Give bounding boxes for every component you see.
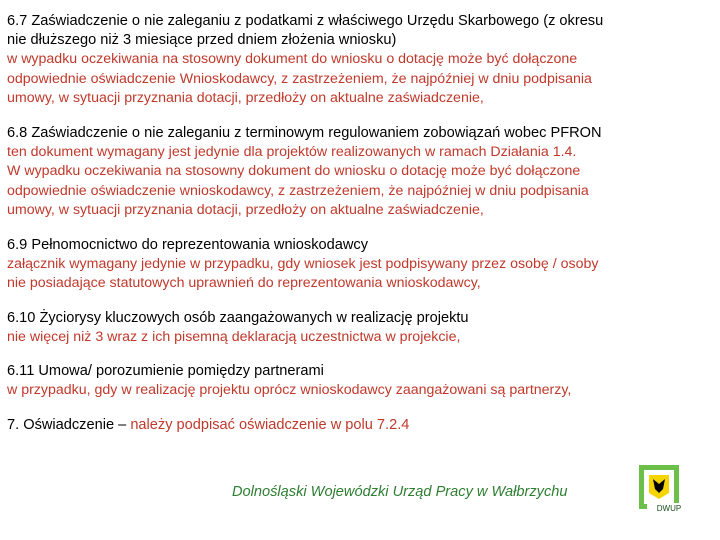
- body-line: załącznik wymagany jedynie w przypadku, gdy wniosek jest podpisywany przez osobę / osoby: [7, 255, 599, 272]
- body-line: nie więcej niż 3 wraz z ich pisemną deklaracją uczestnictwa w projekcie,: [7, 328, 461, 345]
- section-heading: [7, 124, 713, 143]
- heading-line: 6.7 Zaświadczenie o nie zaleganiu z podatkami z właściwego Urzędu Skarbowego (z okresu: [7, 13, 604, 29]
- heading-line: nie dłuższego niż 3 miesiące przed dniem złożenia wniosku): [7, 32, 397, 48]
- section-body: [7, 328, 713, 348]
- section-heading: [7, 362, 713, 381]
- section-7-tail: należy podpisać oświadczenie w polu 7.2.4: [130, 416, 410, 433]
- dwup-logo: [635, 465, 693, 513]
- section-body: [7, 255, 713, 294]
- body-line: W wypadku oczekiwania na stosowny dokument do wniosku o dotację może być dołączone: [7, 163, 581, 179]
- section-7-lead: 7. Oświadczenie –: [7, 416, 131, 433]
- heading-line: 6.9 Pełnomocnictwo do reprezentowania wnioskodawcy: [7, 236, 368, 253]
- heading-line: 6.11 Umowa/ porozumienie pomiędzy partnerami: [7, 363, 324, 379]
- document-page: [7, 12, 713, 450]
- body-line: odpowiednie oświadczenie wnioskodawcy, z zastrzeżeniem, że najpóźniej w dniu podpisania: [7, 182, 589, 199]
- heading-line: 6.10 Życiorysy kluczowych osób zaangażowanych w realizację projektu: [7, 309, 469, 326]
- section-6-10: [7, 309, 713, 348]
- section-body: [7, 143, 713, 221]
- section-heading: [7, 12, 713, 50]
- body-line: ten dokument wymagany jest jedynie dla projektów realizowanych w ramach Działania 1.4.: [7, 143, 577, 160]
- section-6-9: [7, 236, 713, 294]
- body-line: w przypadku, gdy w realizację projektu oprócz wnioskodawcy zaangażowani są partnerzy,: [7, 382, 572, 398]
- body-line: nie posiadające statutowych uprawnień do reprezentowania wnioskodawcy,: [7, 275, 481, 291]
- section-heading: [7, 236, 713, 255]
- section-heading: [7, 309, 713, 328]
- section-body: [7, 50, 713, 109]
- logo-label: DWUP: [656, 504, 682, 513]
- section-6-7: [7, 12, 713, 109]
- body-line: umowy, w sytuacji przyznania dotacji, przedłoży on aktualne zaświadczenie,: [7, 90, 484, 106]
- section-6-8: [7, 124, 713, 221]
- body-line: umowy, w sytuacji przyznania dotacji, przedłoży on aktualne zaświadczenie,: [7, 202, 484, 218]
- heading-line: 6.8 Zaświadczenie o nie zaleganiu z terminowym regulowaniem zobowiązań wobec PFRON: [7, 124, 602, 141]
- section-body: [7, 381, 713, 401]
- section-7: [7, 416, 713, 435]
- body-line: odpowiednie oświadczenie Wnioskodawcy, z zastrzeżeniem, że najpóźniej w dniu podpisania: [7, 70, 592, 87]
- body-line: w wypadku oczekiwania na stosowny dokument do wniosku o dotację może być dołączone: [7, 51, 578, 67]
- section-6-11: [7, 362, 713, 401]
- footer-institution: Dolnośląski Wojewódzki Urząd Pracy w Wałbrzychu: [232, 484, 568, 500]
